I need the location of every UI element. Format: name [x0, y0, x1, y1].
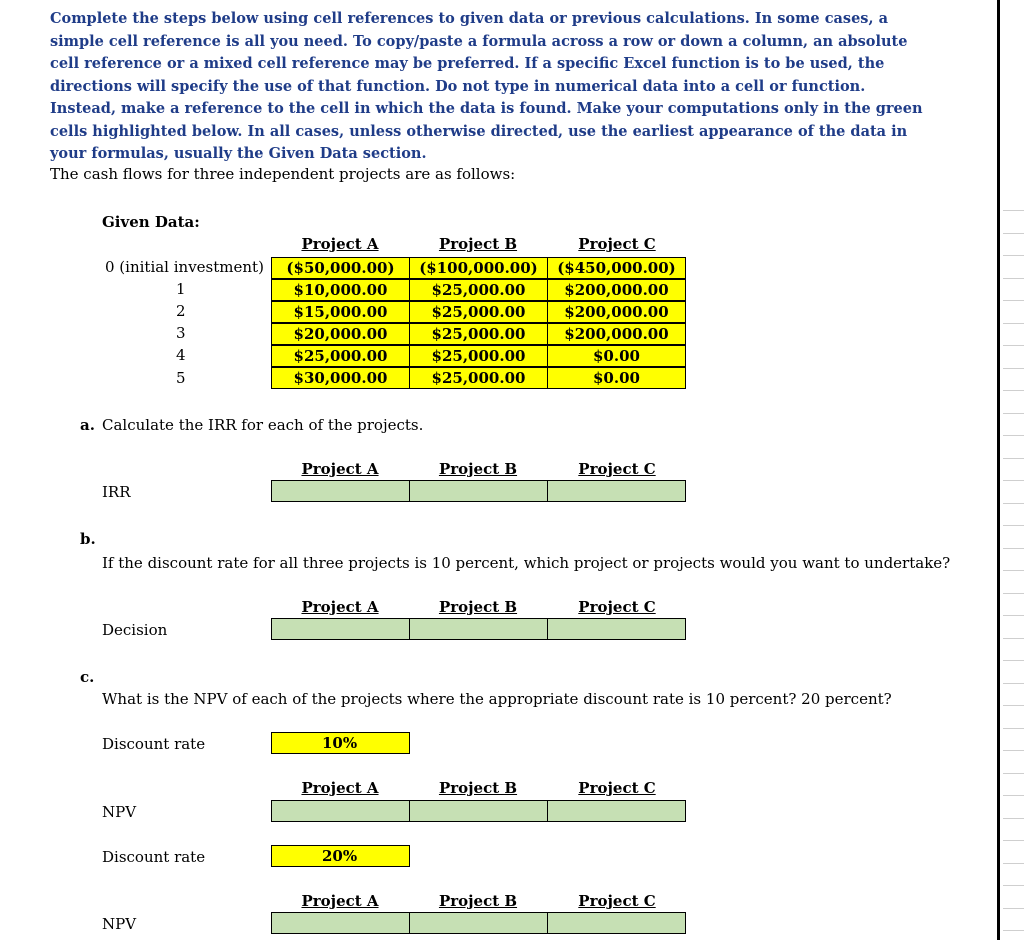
gridline	[1003, 435, 1024, 436]
gridline	[1003, 818, 1024, 819]
discount-rate-cell-2[interactable]: 20%	[271, 845, 410, 867]
year-label-1: 1	[176, 280, 186, 298]
gridline	[1003, 570, 1024, 571]
npv2-cell-project-a[interactable]	[271, 912, 410, 934]
gridline	[1003, 503, 1024, 504]
npv2-cell-project-c[interactable]	[547, 912, 686, 934]
discount-rate-label-1: Discount rate	[102, 735, 206, 753]
part-a-letter: a.	[80, 416, 95, 434]
irr-label: IRR	[102, 483, 131, 501]
given-header-project-c: Project C	[578, 235, 656, 253]
given-header-project-b: Project B	[438, 235, 518, 253]
part-c-question: What is the NPV of each of the projects where the appropriate discount rate is 10 percent? 20 percent?	[102, 690, 892, 708]
gridline	[1003, 773, 1024, 774]
given-cell-y0-b[interactable]: ($100,000.00)	[409, 257, 548, 279]
given-cell-y5-b[interactable]: $25,000.00	[409, 367, 548, 389]
instructions-text: Complete the steps below using cell references to given data or previous calculations. In some cases, a simple cell reference is all you need. To copy/paste a formula across a row or down a column, an absolute cell reference or a mixed cell reference may be preferred. If a specific Excel function is to be used, the directions will specify the use of that function. Do not type in numerical data into a cell or function. Instead, make a reference to the cell in which the data is found. Make your computations only in the green cells highlighted below. In all cases, unless otherwise directed, use the earliest appearance of the data in your formulas, usually the Given Data section.	[50, 10, 923, 162]
gridline	[1003, 908, 1024, 909]
npv2-header-project-c: Project C	[578, 892, 656, 910]
npv2-label: NPV	[102, 915, 137, 933]
given-cell-y3-c[interactable]: $200,000.00	[547, 323, 686, 345]
part-a-header-project-b: Project B	[438, 460, 518, 478]
given-cell-y0-a[interactable]: ($50,000.00)	[271, 257, 410, 279]
npv2-header-project-a: Project A	[301, 892, 379, 910]
discount-rate-cell-1[interactable]: 10%	[271, 732, 410, 754]
year-label-3: 3	[176, 324, 186, 342]
year-label-5: 5	[176, 369, 186, 387]
gridline	[1003, 840, 1024, 841]
gridline	[1003, 863, 1024, 864]
intro-text: The cash flows for three independent projects are as follows:	[50, 165, 516, 183]
discount-rate-label-2: Discount rate	[102, 848, 206, 866]
decision-cell-project-a[interactable]	[271, 618, 410, 640]
gridline	[1003, 728, 1024, 729]
given-cell-y1-b[interactable]: $25,000.00	[409, 279, 548, 301]
gridline	[1003, 300, 1024, 301]
given-cell-y2-b[interactable]: $25,000.00	[409, 301, 548, 323]
decision-cell-project-b[interactable]	[409, 618, 548, 640]
gridline	[1003, 548, 1024, 549]
year-label-4: 4	[176, 346, 186, 364]
gridline	[1003, 795, 1024, 796]
given-data-title: Given Data:	[102, 213, 200, 231]
part-a-header-project-c: Project C	[578, 460, 656, 478]
given-cell-y3-b[interactable]: $25,000.00	[409, 323, 548, 345]
gridline	[1003, 705, 1024, 706]
part-b-letter: b.	[80, 530, 96, 548]
npv1-cell-project-a[interactable]	[271, 800, 410, 822]
part-a-header-project-a: Project A	[301, 460, 379, 478]
part-c-letter: c.	[80, 668, 95, 686]
sheet-right-border	[997, 0, 1000, 940]
year-label-2: 2	[176, 302, 186, 320]
gridline	[1003, 683, 1024, 684]
gridline	[1003, 210, 1024, 211]
gridline	[1003, 750, 1024, 751]
given-cell-y4-a[interactable]: $25,000.00	[271, 345, 410, 367]
npv1-cell-project-c[interactable]	[547, 800, 686, 822]
given-cell-y4-b[interactable]: $25,000.00	[409, 345, 548, 367]
gridline	[1003, 525, 1024, 526]
irr-cell-project-c[interactable]	[547, 480, 686, 502]
gridline	[1003, 323, 1024, 324]
gridline	[1003, 458, 1024, 459]
gridline	[1003, 390, 1024, 391]
part-b-header-project-a: Project A	[301, 598, 379, 616]
gridline	[1003, 593, 1024, 594]
given-cell-y4-c[interactable]: $0.00	[547, 345, 686, 367]
given-cell-y5-c[interactable]: $0.00	[547, 367, 686, 389]
gridline	[1003, 413, 1024, 414]
gridline	[1003, 660, 1024, 661]
npv1-cell-project-b[interactable]	[409, 800, 548, 822]
given-cell-y3-a[interactable]: $20,000.00	[271, 323, 410, 345]
gridline	[1003, 638, 1024, 639]
gridline	[1003, 368, 1024, 369]
gridline	[1003, 615, 1024, 616]
part-a-question: Calculate the IRR for each of the projects.	[102, 416, 424, 434]
npv2-cell-project-b[interactable]	[409, 912, 548, 934]
npv1-header-project-c: Project C	[578, 779, 656, 797]
given-cell-y1-a[interactable]: $10,000.00	[271, 279, 410, 301]
irr-cell-project-b[interactable]	[409, 480, 548, 502]
year-label-0: 0 (initial investment)	[105, 258, 264, 276]
given-header-project-a: Project A	[301, 235, 379, 253]
gridline	[1003, 278, 1024, 279]
part-b-question: If the discount rate for all three projects is 10 percent, which project or projects would you want to undertake?	[102, 554, 951, 572]
part-b-header-project-c: Project C	[578, 598, 656, 616]
given-cell-y0-c[interactable]: ($450,000.00)	[547, 257, 686, 279]
npv1-header-project-a: Project A	[301, 779, 379, 797]
npv1-header-project-b: Project B	[438, 779, 518, 797]
gridline	[1003, 255, 1024, 256]
npv2-header-project-b: Project B	[438, 892, 518, 910]
given-cell-y2-c[interactable]: $200,000.00	[547, 301, 686, 323]
gridline	[1003, 885, 1024, 886]
given-cell-y2-a[interactable]: $15,000.00	[271, 301, 410, 323]
given-cell-y1-c[interactable]: $200,000.00	[547, 279, 686, 301]
gridline	[1003, 345, 1024, 346]
part-b-header-project-b: Project B	[438, 598, 518, 616]
gridline	[1003, 930, 1024, 931]
decision-label: Decision	[102, 621, 168, 639]
irr-cell-project-a[interactable]	[271, 480, 410, 502]
npv1-label: NPV	[102, 803, 137, 821]
gridline	[1003, 480, 1024, 481]
given-cell-y5-a[interactable]: $30,000.00	[271, 367, 410, 389]
decision-cell-project-c[interactable]	[547, 618, 686, 640]
gridline	[1003, 233, 1024, 234]
